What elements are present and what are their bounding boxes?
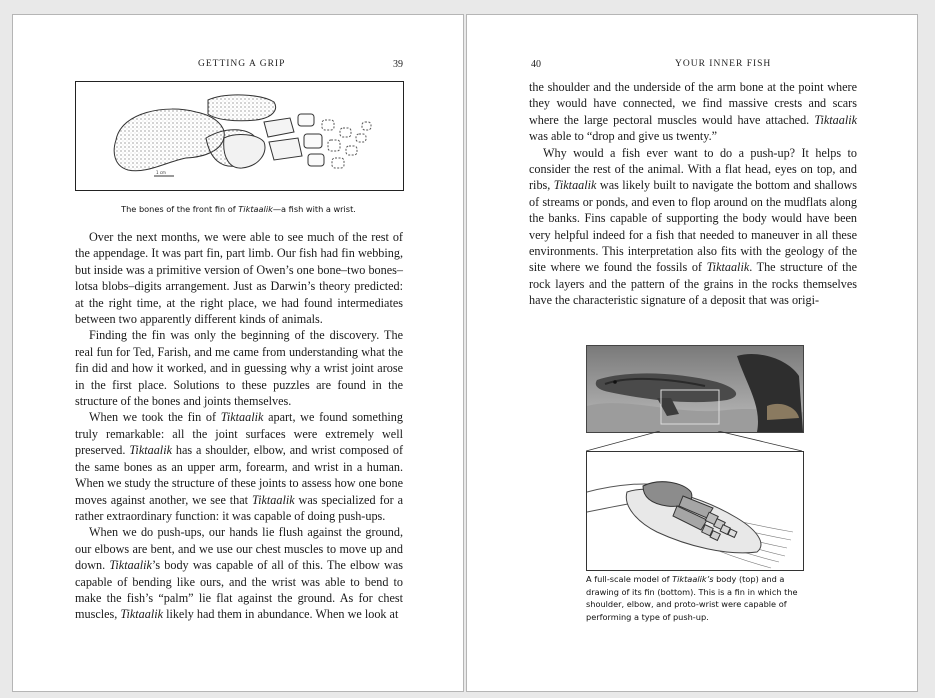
zoom-connector [586, 431, 802, 451]
radius-bone [208, 95, 276, 121]
caption-text: body (top) and a drawing of its fin (bottom). This is a fin in which the shoulder, elbow, and proto-wrist were capable of performing a type of push-up. [586, 574, 798, 622]
caption-text: The bones of the front fin of [121, 204, 239, 214]
wrist-bone-3 [269, 138, 302, 160]
scale-label: 1 cm [156, 170, 166, 175]
right-page [466, 14, 918, 692]
fin-bones-illustration [76, 82, 403, 190]
model-figure-caption [586, 573, 806, 623]
fin-figure-caption [75, 203, 402, 216]
italic-text: Tiktaalik [129, 443, 172, 458]
left-page-body-text [75, 229, 403, 623]
italic-text: Tiktaalik [553, 178, 597, 193]
wrist-bone-1 [224, 135, 265, 169]
page-number-right: 40 [531, 59, 541, 70]
fin-bones-figure [75, 81, 404, 191]
running-head-right: YOUR INNER FISH [675, 59, 772, 69]
model-photo-illustration [587, 346, 803, 432]
body-paragraph: When we do push-ups, our hands lie flush against the ground, our elbows are bent, and we use our chest muscles to move up and down. Tiktaalik’s body was capable of all of this. The elbow was capable of bending like ours, and the wrist was able to bend to make the fish’s “palm” lie flat against the ground. As for chest muscles, Tiktaalik likely had them in abundance. When we look at [75, 525, 403, 622]
body-paragraph: When we took the fin of Tiktaalik apart, we found something truly remarkable: all the joint surfaces were extremely well preserved. Tiktaalik has a shoulder, elbow, and wrist composed of the same bones as an upper arm, forearm, and wrist in a human. When we study the structure of these joints to assess how one bone moves against another, we see that Tiktaalik was specialized for a rather extraordinary function: it was capable of doing push-ups. [75, 410, 403, 523]
running-head-left: GETTING A GRIP [198, 59, 286, 69]
fin-drawing [586, 451, 804, 571]
italic-text: Tiktaalik [109, 558, 152, 573]
caption-text: A full-scale model of [586, 574, 673, 584]
body-paragraph: Over the next months, we were able to see much of the rest of the appendage. It was part fin, part limb. Our fish had fin webbing, but inside was a primitive version of Owen’s one bone–two bones–lotsa blobs–digits arrangement. Just as Darwin’s theory predicted: at the right time, at the right place, we had found intermediates between two apparently different kinds of animals. [75, 230, 403, 327]
body-paragraph: Finding the fin was only the beginning of the discovery. The real fun for Ted, Farish, and me came from understanding what the fin did and how it worked, and in guessing why a wrist joint arose in the first place. Solutions to these puzzles are found in the structure of the bones and joints themselves. [75, 328, 403, 409]
wrist-bone-2 [264, 118, 294, 137]
page-number-left: 39 [393, 59, 403, 70]
body-paragraph: Why would a fish ever want to do a push-up? It helps to consider the rest of the animal. With a flat head, eyes on top, and ribs, Tiktaalik was likely built to navigate the bottom and shallows of streams or ponds, and even to flop around on the mudflats along the banks. Fins capable of supporting the body would have been very helpful indeed for a fish that needed to maneuver in all these environments. This interpretation also fits with the geology of the site where we found the fossils of Tiktaalik. The structure of the rock layers and the pattern of the grains in the rocks themselves have the characteristic signature of a deposit that was origi- [529, 145, 857, 308]
italic-text: Tiktaalik [814, 112, 857, 127]
tiktaalik-model-photo [586, 345, 804, 433]
body-paragraph: the shoulder and the underside of the arm bone at the point where they would have connected, we find massive crests and scars where the large pectoral muscles would have attached. Tiktaalik was able to “drop and give us twenty.” [529, 80, 857, 144]
italic-text: Tiktaalik [120, 607, 164, 622]
italic-text: Tiktaalik [251, 492, 295, 507]
italic-text: Tiktaalik [220, 410, 264, 425]
caption-italic: Tiktaalik’s [672, 574, 714, 584]
caption-text: —a fish with a wrist. [272, 204, 356, 214]
italic-text: Tiktaalik [706, 260, 750, 275]
fin-drawing-illustration [587, 452, 803, 570]
left-page [12, 14, 464, 692]
caption-italic: Tiktaalik [238, 204, 273, 214]
right-page-body-text [529, 79, 857, 309]
